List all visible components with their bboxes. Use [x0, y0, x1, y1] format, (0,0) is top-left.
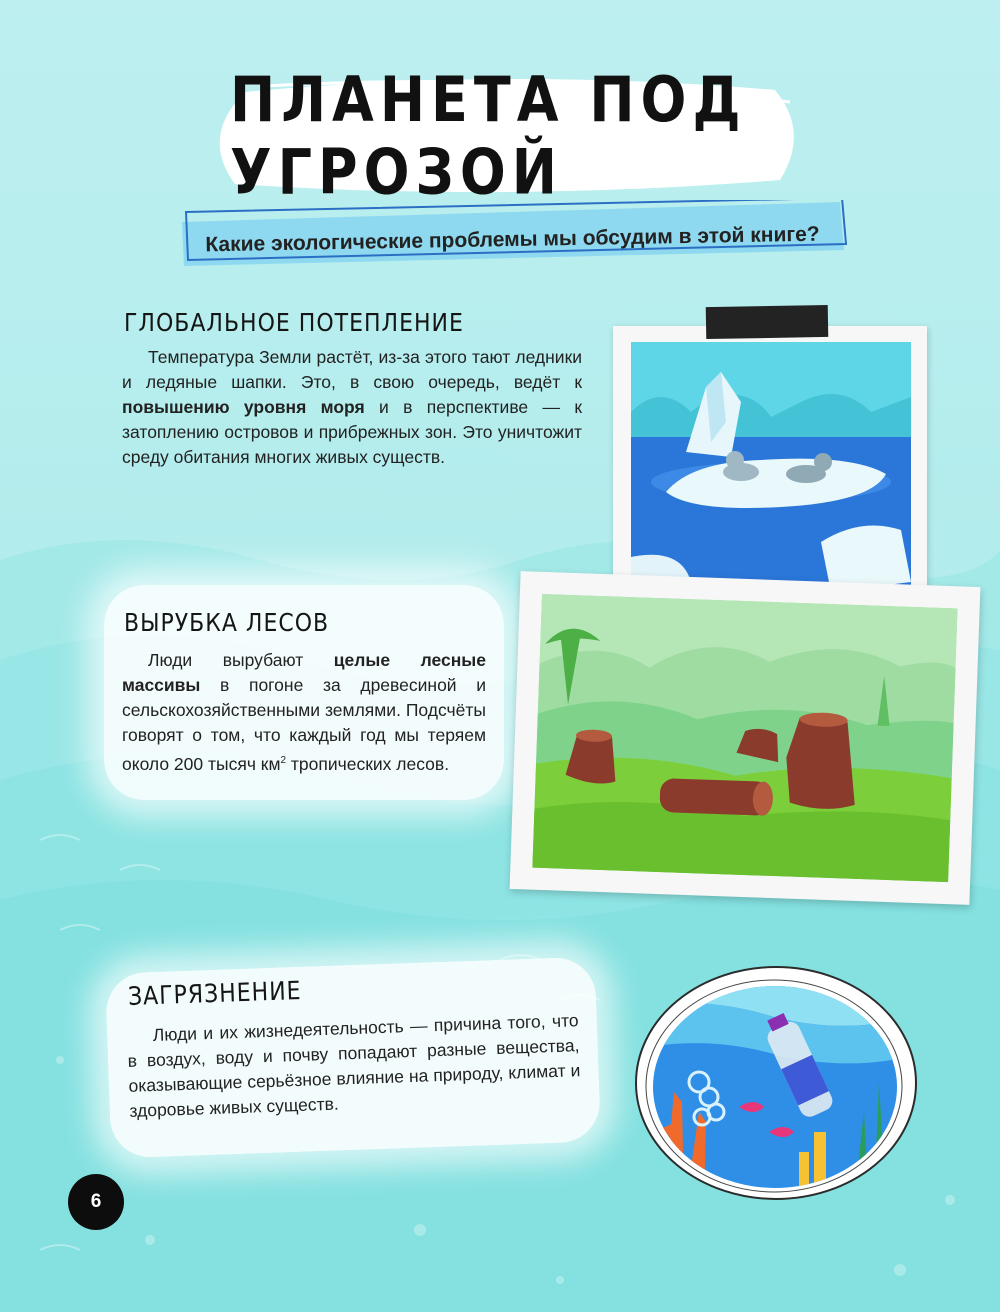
- section-text-pollution: Люди и их жизнедеятельность — причина того, что в воздух, воду и почву попадают разные вещества, оказывающие серьёзное влияние на природу, климат и здоровье живых существ.: [127, 1010, 581, 1121]
- section-heading-deforestation: ВЫРУБКА ЛЕСОВ: [124, 609, 330, 638]
- page-number: 6: [68, 1174, 124, 1230]
- page-title: ПЛАНЕТА ПОД УГРОЗОЙ: [230, 63, 747, 209]
- melting-ice-photo: [613, 326, 927, 618]
- section-text-global-warming: Температура Земли растёт, из-за этого тают ледники и ледяные шапки. Это, в свою очередь, ведёт к повышению уровня моря и в перспективе — к затоплению островов и прибрежных зон. Это уничтожит среду обитания многих живых существ.: [122, 347, 582, 467]
- deforestation-photo: [510, 571, 981, 905]
- tape-strip: [706, 305, 829, 339]
- section-heading-pollution: ЗАГРЯЗНЕНИЕ: [127, 977, 303, 1012]
- melting-ice-seals-illustration: [631, 342, 911, 604]
- pollution-circle-picture: [624, 962, 924, 1204]
- question-banner: Какие экологические проблемы мы обсудим в этой книге?: [205, 222, 820, 257]
- deforestation-stumps-illustration: [532, 594, 957, 882]
- ocean-plastic-bottle-illustration: [624, 962, 924, 1204]
- section-text-deforestation: Люди вырубают целые лесные массивы в погоне за древесиной и сельскохозяйственными землями. Подсчёты говорят о том, что каждый год мы теряем около 200 тысяч $км^2$ тропических лесов.: [122, 650, 486, 774]
- section-heading-global-warming: ГЛОБАЛЬНОЕ ПОТЕПЛЕНИЕ: [124, 309, 464, 338]
